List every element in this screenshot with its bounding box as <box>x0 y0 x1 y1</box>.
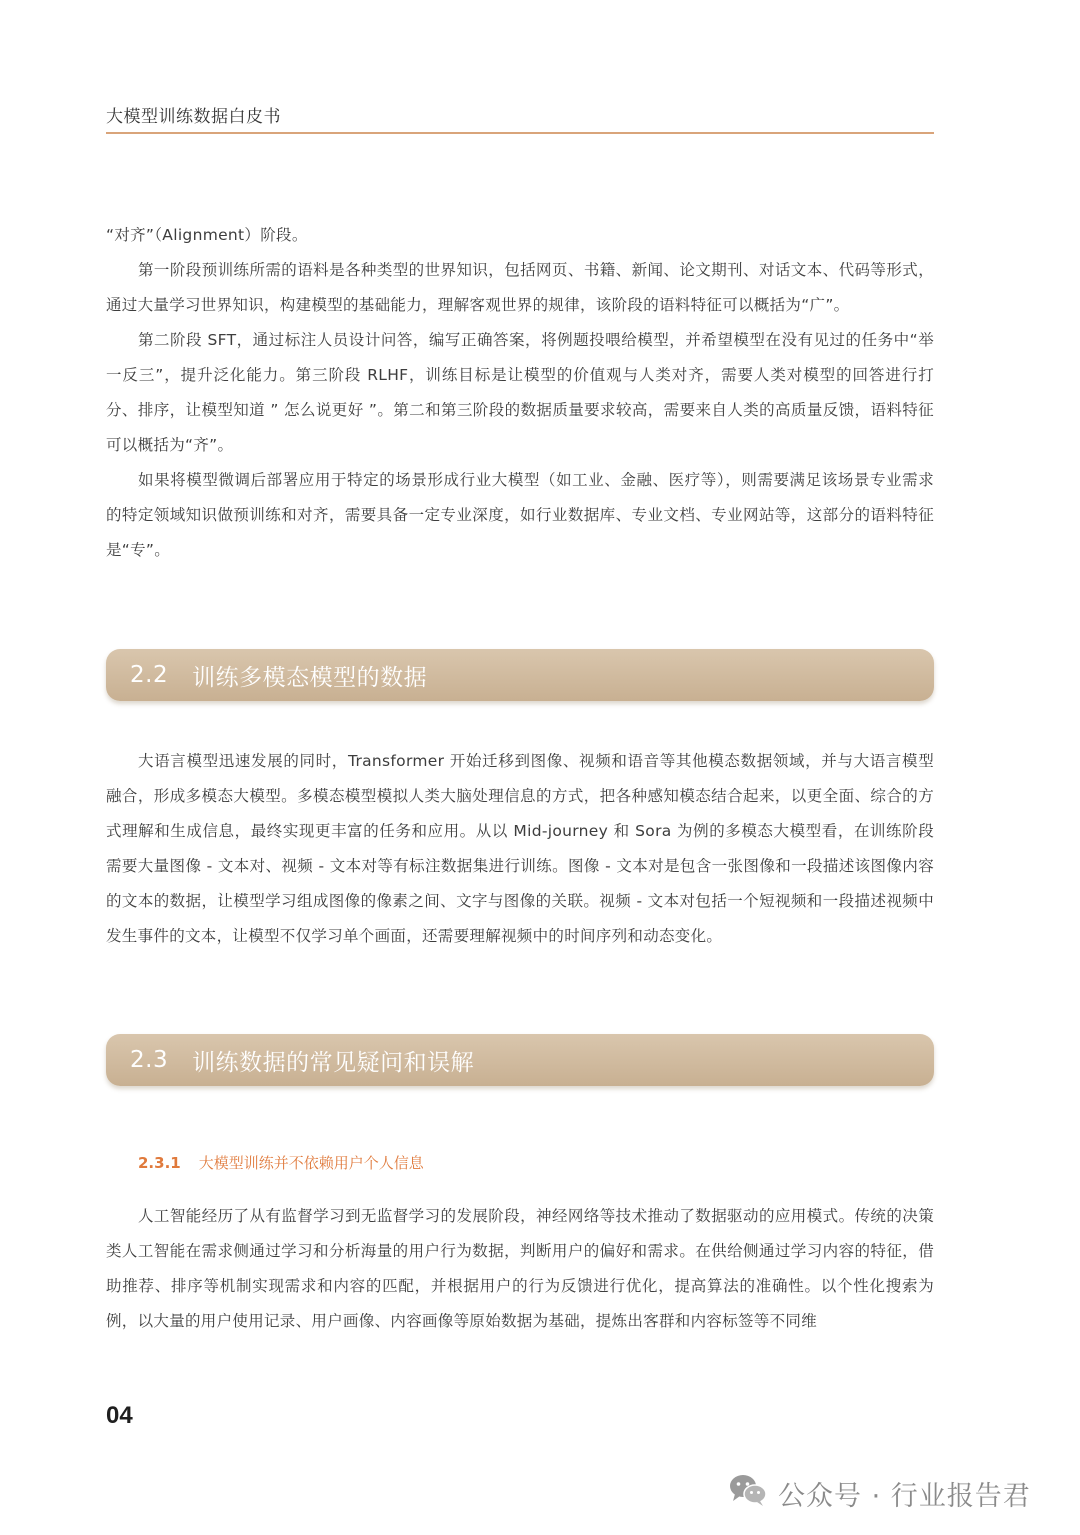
section-title: 训练多模态模型的数据 <box>192 664 428 691</box>
paragraph: “对齐”（Alignment）阶段。 <box>106 226 308 244</box>
paragraph: 如果将模型微调后部署应用于特定的场景形成行业大模型（如工业、金融、医疗等），则需要满足该场景专业需求的特定领域知识做预训练和对齐，需要具备一定专业深度，如行业数据库、专业文档、专业网站等，这部分的语料特征是“专”。 <box>106 471 934 559</box>
subsection-number: 2.3.1 <box>138 1153 181 1172</box>
intro-section <box>106 218 934 568</box>
section-heading-2-2 <box>106 649 934 701</box>
header-divider <box>106 132 934 134</box>
section-2-3-1-body <box>106 1199 934 1339</box>
section-2-2-body <box>106 744 934 954</box>
paragraph: 第一阶段预训练所需的语料是各种类型的世界知识，包括网页、书籍、新闻、论文期刊、对话文本、代码等形式，通过大量学习世界知识，构建模型的基础能力，理解客观世界的规律，该阶段的语料特征可以概括为“广”。 <box>106 261 934 314</box>
paragraph: 人工智能经历了从有监督学习到无监督学习的发展阶段，神经网络等技术推动了数据驱动的应用模式。传统的决策类人工智能在需求侧通过学习和分析海量的用户行为数据，判断用户的偏好和需求。在供给侧通过学习内容的特征，借助推荐、排序等机制实现需求和内容的匹配，并根据用户的行为反馈进行优化，提高算法的准确性。以个性化搜索为例，以大量的用户使用记录、用户画像、内容画像等原始数据为基础，提炼出客群和内容标签等不同维 <box>106 1207 934 1330</box>
subsection-heading-2-3-1 <box>138 1152 424 1173</box>
document-title: 大模型训练数据白皮书 <box>106 107 281 127</box>
paragraph: 第二阶段 SFT，通过标注人员设计问答，编写正确答案，将例题投喂给模型，并希望模型在没有见过的任务中“举一反三”，提升泛化能力。第三阶段 RLHF，训练目标是让模型的价值观与人类对齐，需要人类对模型的回答进行打分、排序，让模型知道 ” 怎么说更好 ”。第二和第三阶段的数据质量要求较高，需要来自人类的高质量反馈，语料特征可以概括为“齐”。 <box>106 331 934 454</box>
section-title: 训练数据的常见疑问和误解 <box>192 1049 475 1076</box>
page-number: 04 <box>106 1402 133 1429</box>
subsection-title: 大模型训练并不依赖用户个人信息 <box>198 1154 424 1172</box>
wechat-icon <box>728 1472 778 1515</box>
section-heading-2-3 <box>106 1034 934 1086</box>
section-number: 2.3 <box>130 1047 169 1073</box>
paragraph: 大语言模型迅速发展的同时，Transformer 开始迁移到图像、视频和语音等其他模态数据领域，并与大语言模型融合，形成多模态大模型。多模态模型模拟人类大脑处理信息的方式，把各种感知模态结合起来，以更全面、综合的方式理解和生成信息，最终实现更丰富的任务和应用。从以 Mid-journey 和 Sora 为例的多模态大模型看，在训练阶段需要大量图像 - 文本对、视频 - 文本对等有标注数据集进行训练。图像 - 文本对是包含一张图像和一段描述该图像内容的文本的数据，让模型学习组成图像的像素之间、文字与图像的关联。视频 - 文本对包括一个短视频和一段描述视频中发生事件的文本，让模型不仅学习单个画面，还需要理解视频中的时间序列和动态变化。 <box>106 752 934 945</box>
watermark <box>728 1472 1031 1515</box>
section-number: 2.2 <box>130 662 169 688</box>
watermark-text: 公众号 · 行业报告君 <box>778 1481 1031 1512</box>
